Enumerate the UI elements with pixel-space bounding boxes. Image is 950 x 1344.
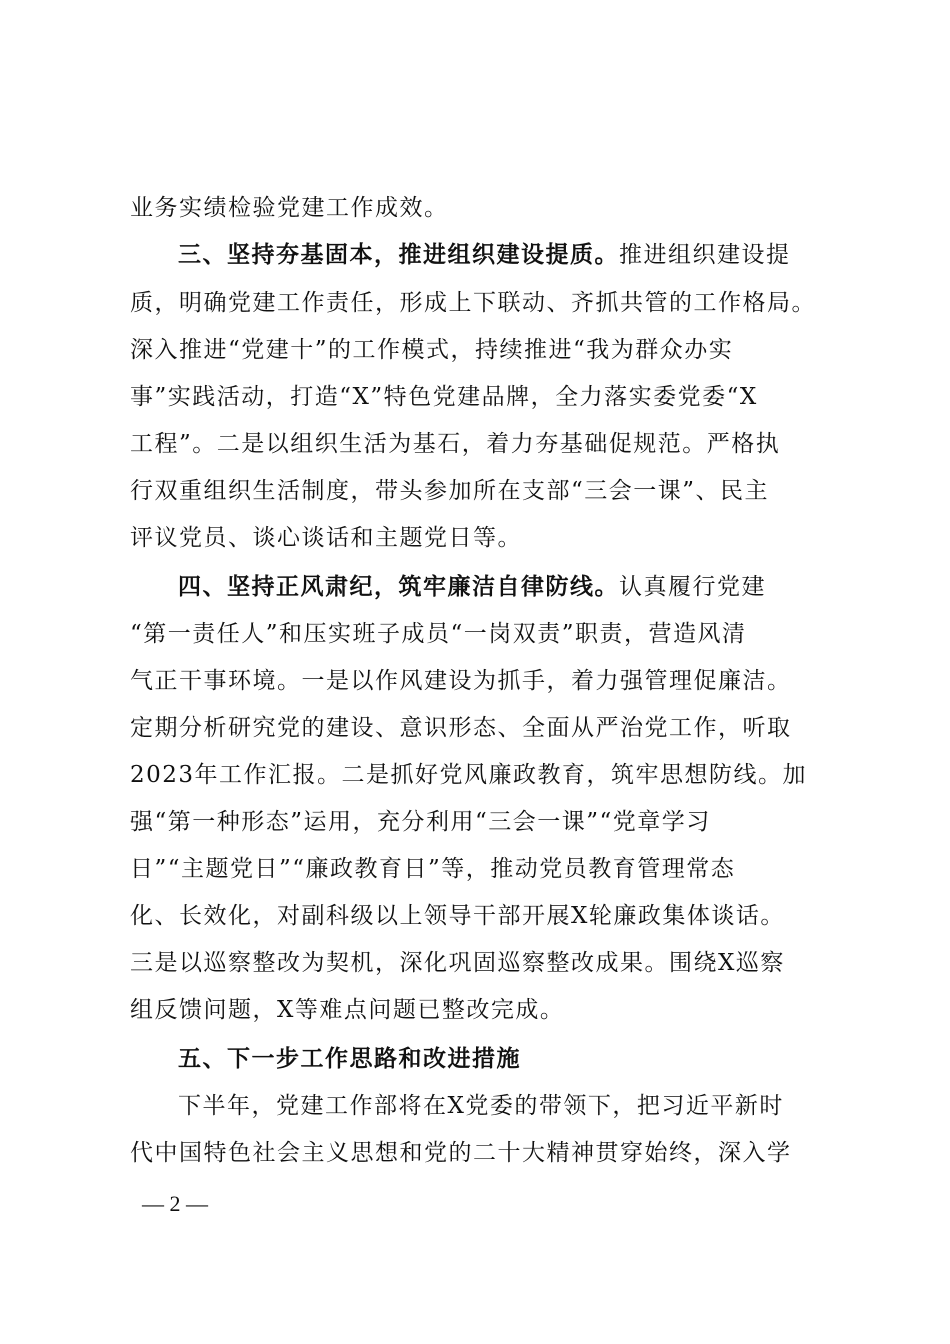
text-line: [130, 713, 830, 743]
text-line: [130, 807, 830, 837]
text-line: [130, 335, 830, 365]
text-line: [178, 1044, 830, 1074]
text-line: [130, 666, 830, 696]
text-line: [130, 476, 830, 506]
paragraph-text: 化、长效化，对副科级以上领导干部开展X轮廉政集体谈话。: [130, 903, 785, 929]
text-line: [130, 429, 830, 459]
text-line: [130, 1138, 830, 1168]
text-line: [130, 948, 830, 978]
text-line: [130, 523, 830, 553]
text-line: [130, 901, 830, 931]
text-line: [130, 760, 830, 790]
page-number: — 2 —: [142, 1191, 208, 1216]
section-heading: 五、下一步工作思路和改进措施: [178, 1046, 521, 1072]
paragraph-text: 行双重组织生活制度，带头参加所在支部“三会一课”、民主: [130, 478, 770, 504]
text-line: [130, 854, 830, 884]
paragraph-text: 评议党员、谈心谈话和主题党日等。: [130, 525, 522, 551]
text-line: [130, 382, 830, 412]
section-heading: 四、坚持正风肃纪，筑牢廉洁自律防线。: [178, 574, 619, 600]
paragraph-text: “第一责任人”和压实班子成员“一岗双责”职责，营造风清: [130, 621, 747, 647]
paragraph-text: 工程”。二是以组织生活为基石，着力夯基础促规范。严格执: [130, 431, 781, 457]
text-line: [178, 572, 830, 602]
paragraph-text: 组反馈问题，X等难点问题已整改完成。: [130, 997, 565, 1023]
text-line: [178, 1091, 830, 1121]
paragraph-text: 定期分析研究党的建设、意识形态、全面从严治党工作，听取: [130, 715, 792, 741]
paragraph-text: 2023年工作汇报。二是抓好党风廉政教育，筑牢思想防线。加: [130, 762, 808, 788]
text-line: [178, 240, 830, 270]
text-line: [130, 193, 830, 223]
paragraph-text: 三是以巡察整改为契机，深化巩固巡察整改成果。围绕X巡察: [130, 950, 785, 976]
paragraph-text: 深入推进“党建十”的工作模式，持续推进“我为群众办实: [130, 337, 734, 363]
paragraph-text: 下半年，党建工作部将在X党委的带领下，把习近平新时: [178, 1093, 784, 1119]
paragraph-text: 推进组织建设提: [619, 242, 791, 268]
paragraph-text: 质，明确党建工作责任，形成上下联动、齐抓共管的工作格局。: [130, 290, 816, 316]
paragraph-text: 日”“主题党日”“廉政教育日”等，推动党员教育管理常态: [130, 856, 736, 882]
paragraph-text: 强“第一种形态”运用，充分利用“三会一课”“党章学习: [130, 809, 711, 835]
paragraph-text: 气正干事环境。一是以作风建设为抓手，着力强管理促廉洁。: [130, 668, 792, 694]
paragraph-text: 代中国特色社会主义思想和党的二十大精神贯穿始终，深入学: [130, 1140, 792, 1166]
text-line: [130, 619, 830, 649]
section-heading: 三、坚持夯基固本，推进组织建设提质。: [178, 242, 619, 268]
text-line: [130, 995, 830, 1025]
text-line: [130, 288, 830, 318]
paragraph-text: 业务实绩检验党建工作成效。: [130, 195, 449, 221]
paragraph-text: 事”实践活动，打造“X”特色党建品牌，全力落实委党委“X: [130, 384, 758, 410]
paragraph-text: 认真履行党建: [619, 574, 766, 600]
